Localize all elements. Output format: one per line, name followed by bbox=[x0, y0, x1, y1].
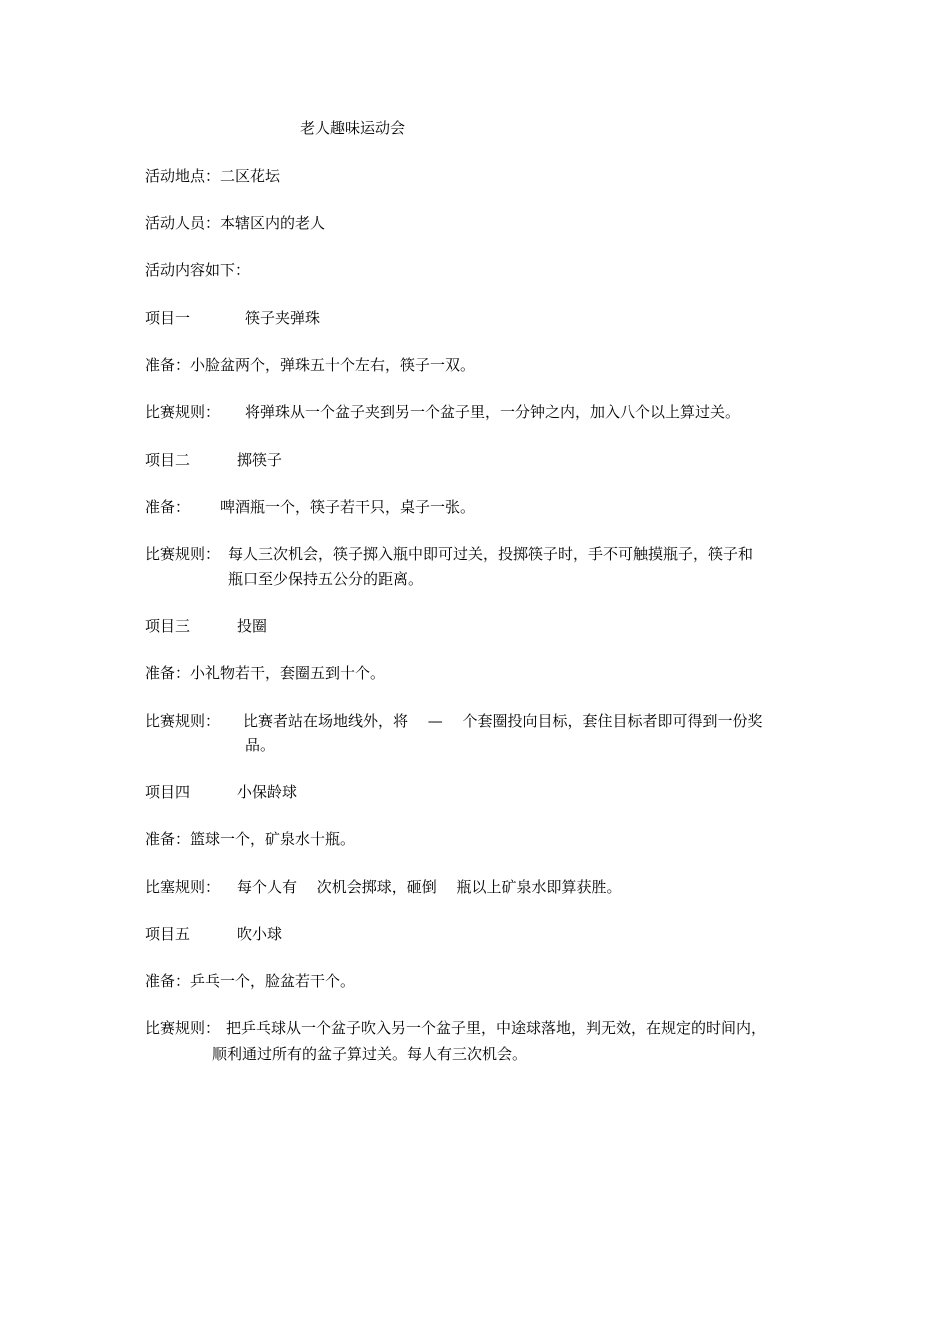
activity-content-intro: 活动内容如下： bbox=[145, 261, 251, 279]
item-1-heading-label: 项目一 bbox=[145, 309, 191, 327]
item-1-prep: 准备：小脸盆两个，弹珠五十个左右，筷子一双。 bbox=[145, 356, 476, 374]
item-5-rule-label: 比赛规则： bbox=[145, 1019, 221, 1037]
item-3-rule-label: 比赛规则： bbox=[145, 712, 221, 730]
item-2-prep-label: 准备： bbox=[145, 498, 191, 516]
item-5-heading-label: 项目五 bbox=[145, 925, 191, 943]
item-4-rule-label: 比塞规则： bbox=[145, 878, 221, 896]
activity-participants: 活动人员：本辖区内的老人 bbox=[145, 214, 326, 232]
item-2-prep-text: 啤酒瓶一个，筷子若干只，桌子一张。 bbox=[220, 498, 476, 516]
item-4-prep: 准备：篮球一个，矿泉水十瓶。 bbox=[145, 830, 356, 848]
item-2-heading-name: 掷筷子 bbox=[237, 451, 283, 469]
item-5-rule-line-1: 把乒乓球从一个盆子吹入另一个盆子里，中途球落地，判无效，在规定的时间内， bbox=[226, 1019, 767, 1037]
item-5-prep: 准备：乒乓一个，脸盆若干个。 bbox=[145, 972, 356, 990]
item-4-heading-label: 项目四 bbox=[145, 783, 191, 801]
item-1-rule-label: 比赛规则： bbox=[145, 403, 221, 421]
activity-location: 活动地点：二区花坛 bbox=[145, 167, 281, 185]
item-3-rule-line-2: 品。 bbox=[245, 736, 276, 754]
item-3-heading-name: 投圈 bbox=[237, 617, 268, 635]
item-5-rule-line-2: 顺利通过所有的盆子算过关。每人有三次机会。 bbox=[212, 1045, 528, 1063]
item-4-heading-name: 小保龄球 bbox=[237, 783, 298, 801]
item-2-rule-line-2: 瓶口至少保持五公分的距离。 bbox=[228, 570, 424, 588]
item-5-heading-name: 吹小球 bbox=[237, 925, 283, 943]
item-2-rule-line-1: 每人三次机会，筷子掷入瓶中即可过关，投掷筷子时，手不可触摸瓶子，筷子和 bbox=[228, 545, 754, 563]
item-3-prep: 准备：小礼物若干，套圈五到十个。 bbox=[145, 664, 386, 682]
item-4-rule-line-1: 每个人有 次机会掷球，砸倒 瓶以上矿泉水即算获胜。 bbox=[237, 878, 622, 896]
item-3-heading-label: 项目三 bbox=[145, 617, 191, 635]
item-2-rule-label: 比赛规则： bbox=[145, 545, 221, 563]
item-1-rule-line-1: 将弹珠从一个盆子夹到另一个盆子里，一分钟之内，加入八个以上算过关。 bbox=[245, 403, 741, 421]
item-2-heading-label: 项目二 bbox=[145, 451, 191, 469]
document-title: 老人趣味运动会 bbox=[300, 119, 406, 137]
item-1-heading-name: 筷子夹弹珠 bbox=[245, 309, 321, 327]
item-3-rule-line-1: 比赛者站在场地线外，将 — 个套圈投向目标，套住目标者即可得到一份奖 bbox=[243, 712, 763, 730]
